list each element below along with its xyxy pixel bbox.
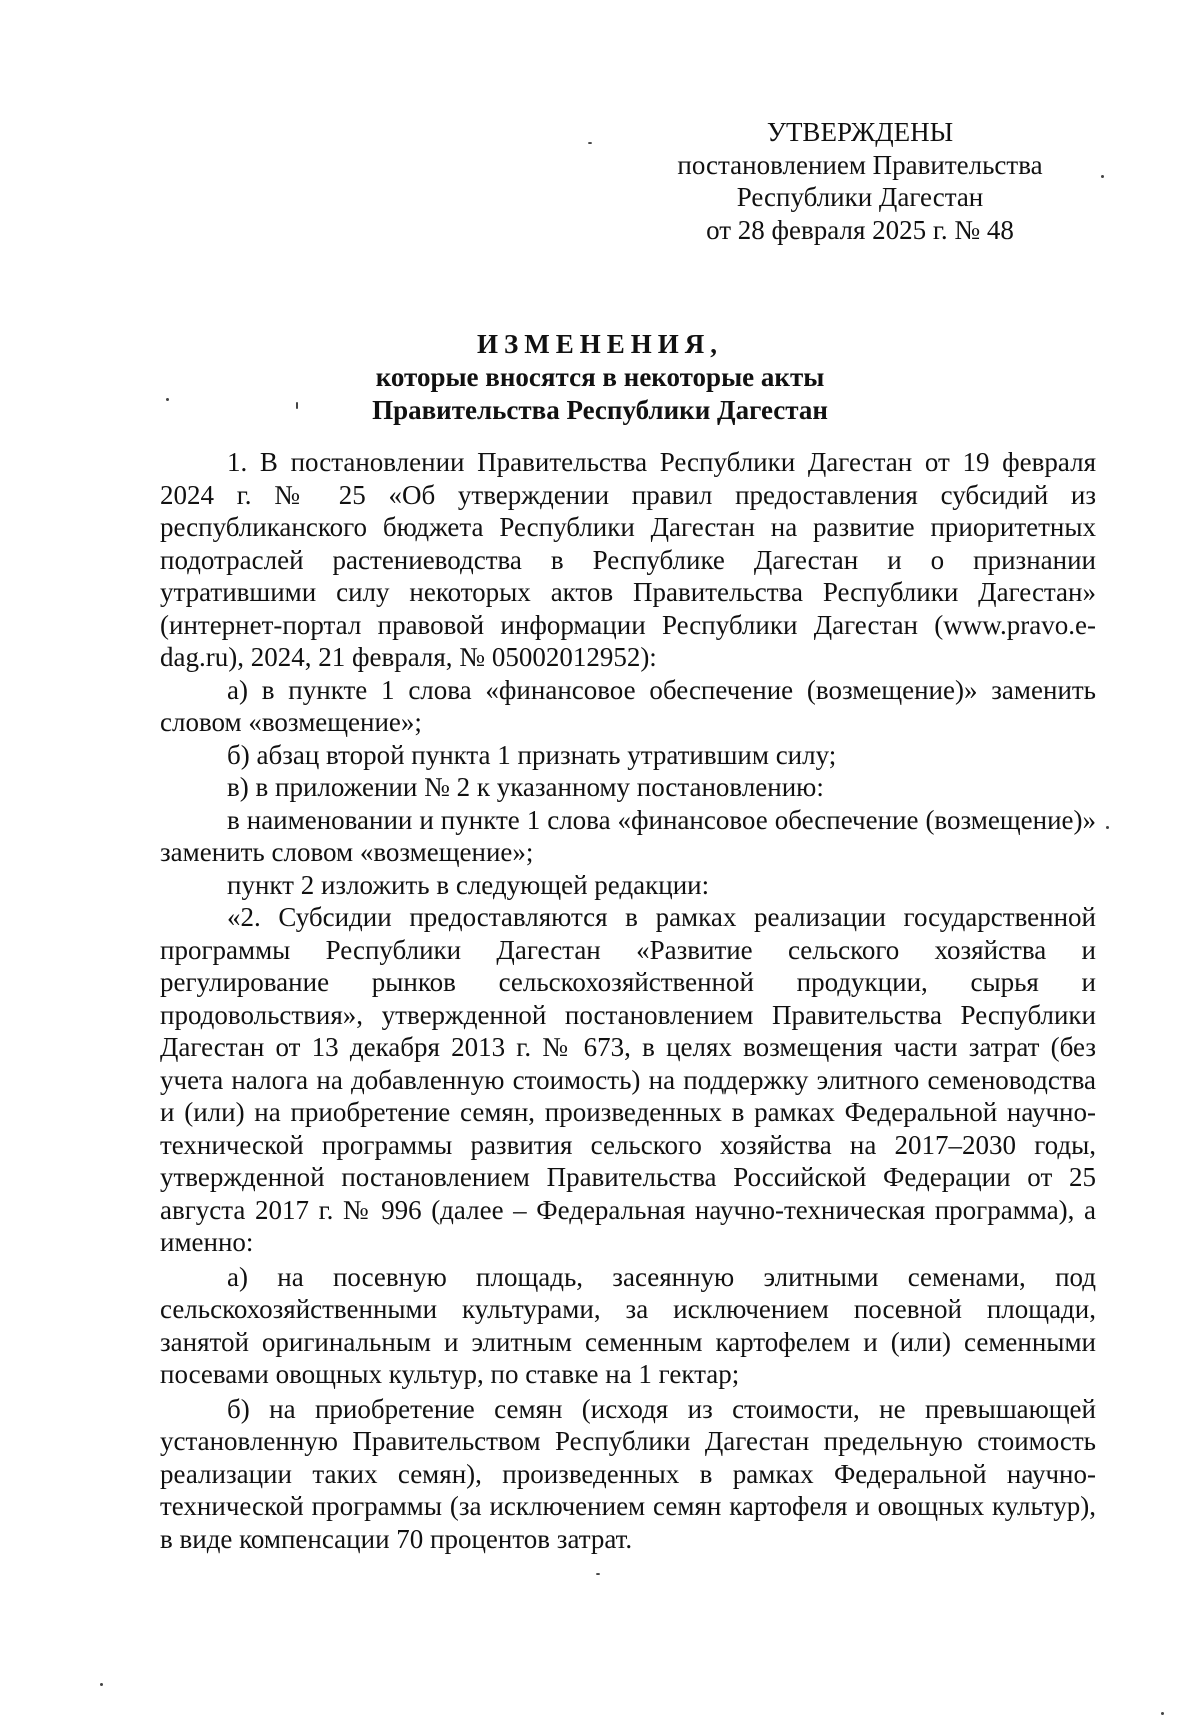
- approval-line-3: от 28 февраля 2025 г. № 48: [706, 214, 1014, 245]
- scan-speck: [596, 1573, 600, 1575]
- scan-speck: [100, 1683, 103, 1686]
- scan-speck: [1106, 826, 1109, 829]
- paragraph-item-b: б) абзац второй пункта 1 признать утратившим силу;: [227, 739, 837, 770]
- document-body: [160, 446, 1096, 1555]
- paragraph-item-v: в) в приложении № 2 к указанному постановлению:: [227, 772, 824, 802]
- paragraph-naming: в наименовании и пункте 1 слова «финансовое обеспечение (возмещение)» заменить словом «возмещение»;: [160, 804, 1096, 867]
- document-subtitle-1: которые вносятся в некоторые акты: [375, 362, 825, 392]
- paragraph-1: 1. В постановлении Правительства Республики Дагестан от 19 февраля 2024 г. № 25 «Об утверждении правил предоставления субсидий из республиканского бюджета Республики Дагестан на развитие приоритетных подотраслей растениеводства в Республике Дагестан и о признании утратившими силу некоторых актов Правительства Республики Дагестан» (интернет-портал правовой информации Республики Дагестан (www.pravo.e-dag.ru), 2024, 21 февраля, № 05002012952):: [160, 447, 1096, 672]
- approval-stamp: [640, 116, 1080, 246]
- paragraph-subsidies: «2. Субсидии предоставляются в рамках реализации государственной программы Республики Дагестан «Развитие сельского хозяйства и регулирование рынков сельскохозяйственной продукции, сырья и продовольствия», утвержденной постановлением Правительства Республики Дагестан от 13 декабря 2013 г. № 673, в целях возмещения части затрат (без учета налога на добавленную стоимость) на поддержку элитного семеноводства и (или) на приобретение семян, произведенных в рамках Федеральной научно-технической программы развития сельского хозяйства на 2017–2030 годы, утвержденной постановлением Правительства Российской Федерации от 25 августа 2017 г. № 996 (далее – Федеральная научно-техническая программа), а именно:: [160, 902, 1096, 1257]
- document-subtitle-2: Правительства Республики Дагестан: [372, 395, 828, 425]
- scan-speck: [296, 402, 298, 409]
- document-title: ИЗМЕНЕНИЯ,: [476, 329, 723, 359]
- scan-speck: [166, 398, 169, 401]
- paragraph-point-2: пункт 2 изложить в следующей редакции:: [227, 869, 710, 900]
- approval-title: УТВЕРЖДЕНЫ: [766, 117, 954, 147]
- paragraph-item-a: а) в пункте 1 слова «финансовое обеспечение (возмещение)» заменить словом «возмещение»;: [160, 674, 1096, 737]
- scan-speck: [1101, 175, 1104, 178]
- paragraph-subitem-a: а) на посевную площадь, засеянную элитными семенами, под сельскохозяйственными культурами, за исключением посевной площади, занятой оригинальным и элитным семенным картофелем и (или) семенными посевами овощных культур, по ставке на 1 гектар;: [160, 1261, 1096, 1389]
- approval-line-1: постановлением Правительства: [677, 149, 1043, 180]
- approval-line-2: Республики Дагестан: [736, 182, 984, 212]
- document-heading: [260, 328, 940, 427]
- scan-speck: [588, 142, 592, 144]
- paragraph-subitem-b: б) на приобретение семян (исходя из стоимости, не превышающей установленную Правительством Республики Дагестан предельную стоимость реализации таких семян), произведенных в рамках Федеральной научно-технической программы (за исключением семян картофеля и овощных культур), в виде компенсации 70 процентов затрат.: [160, 1393, 1096, 1554]
- scan-speck: [1161, 1712, 1164, 1715]
